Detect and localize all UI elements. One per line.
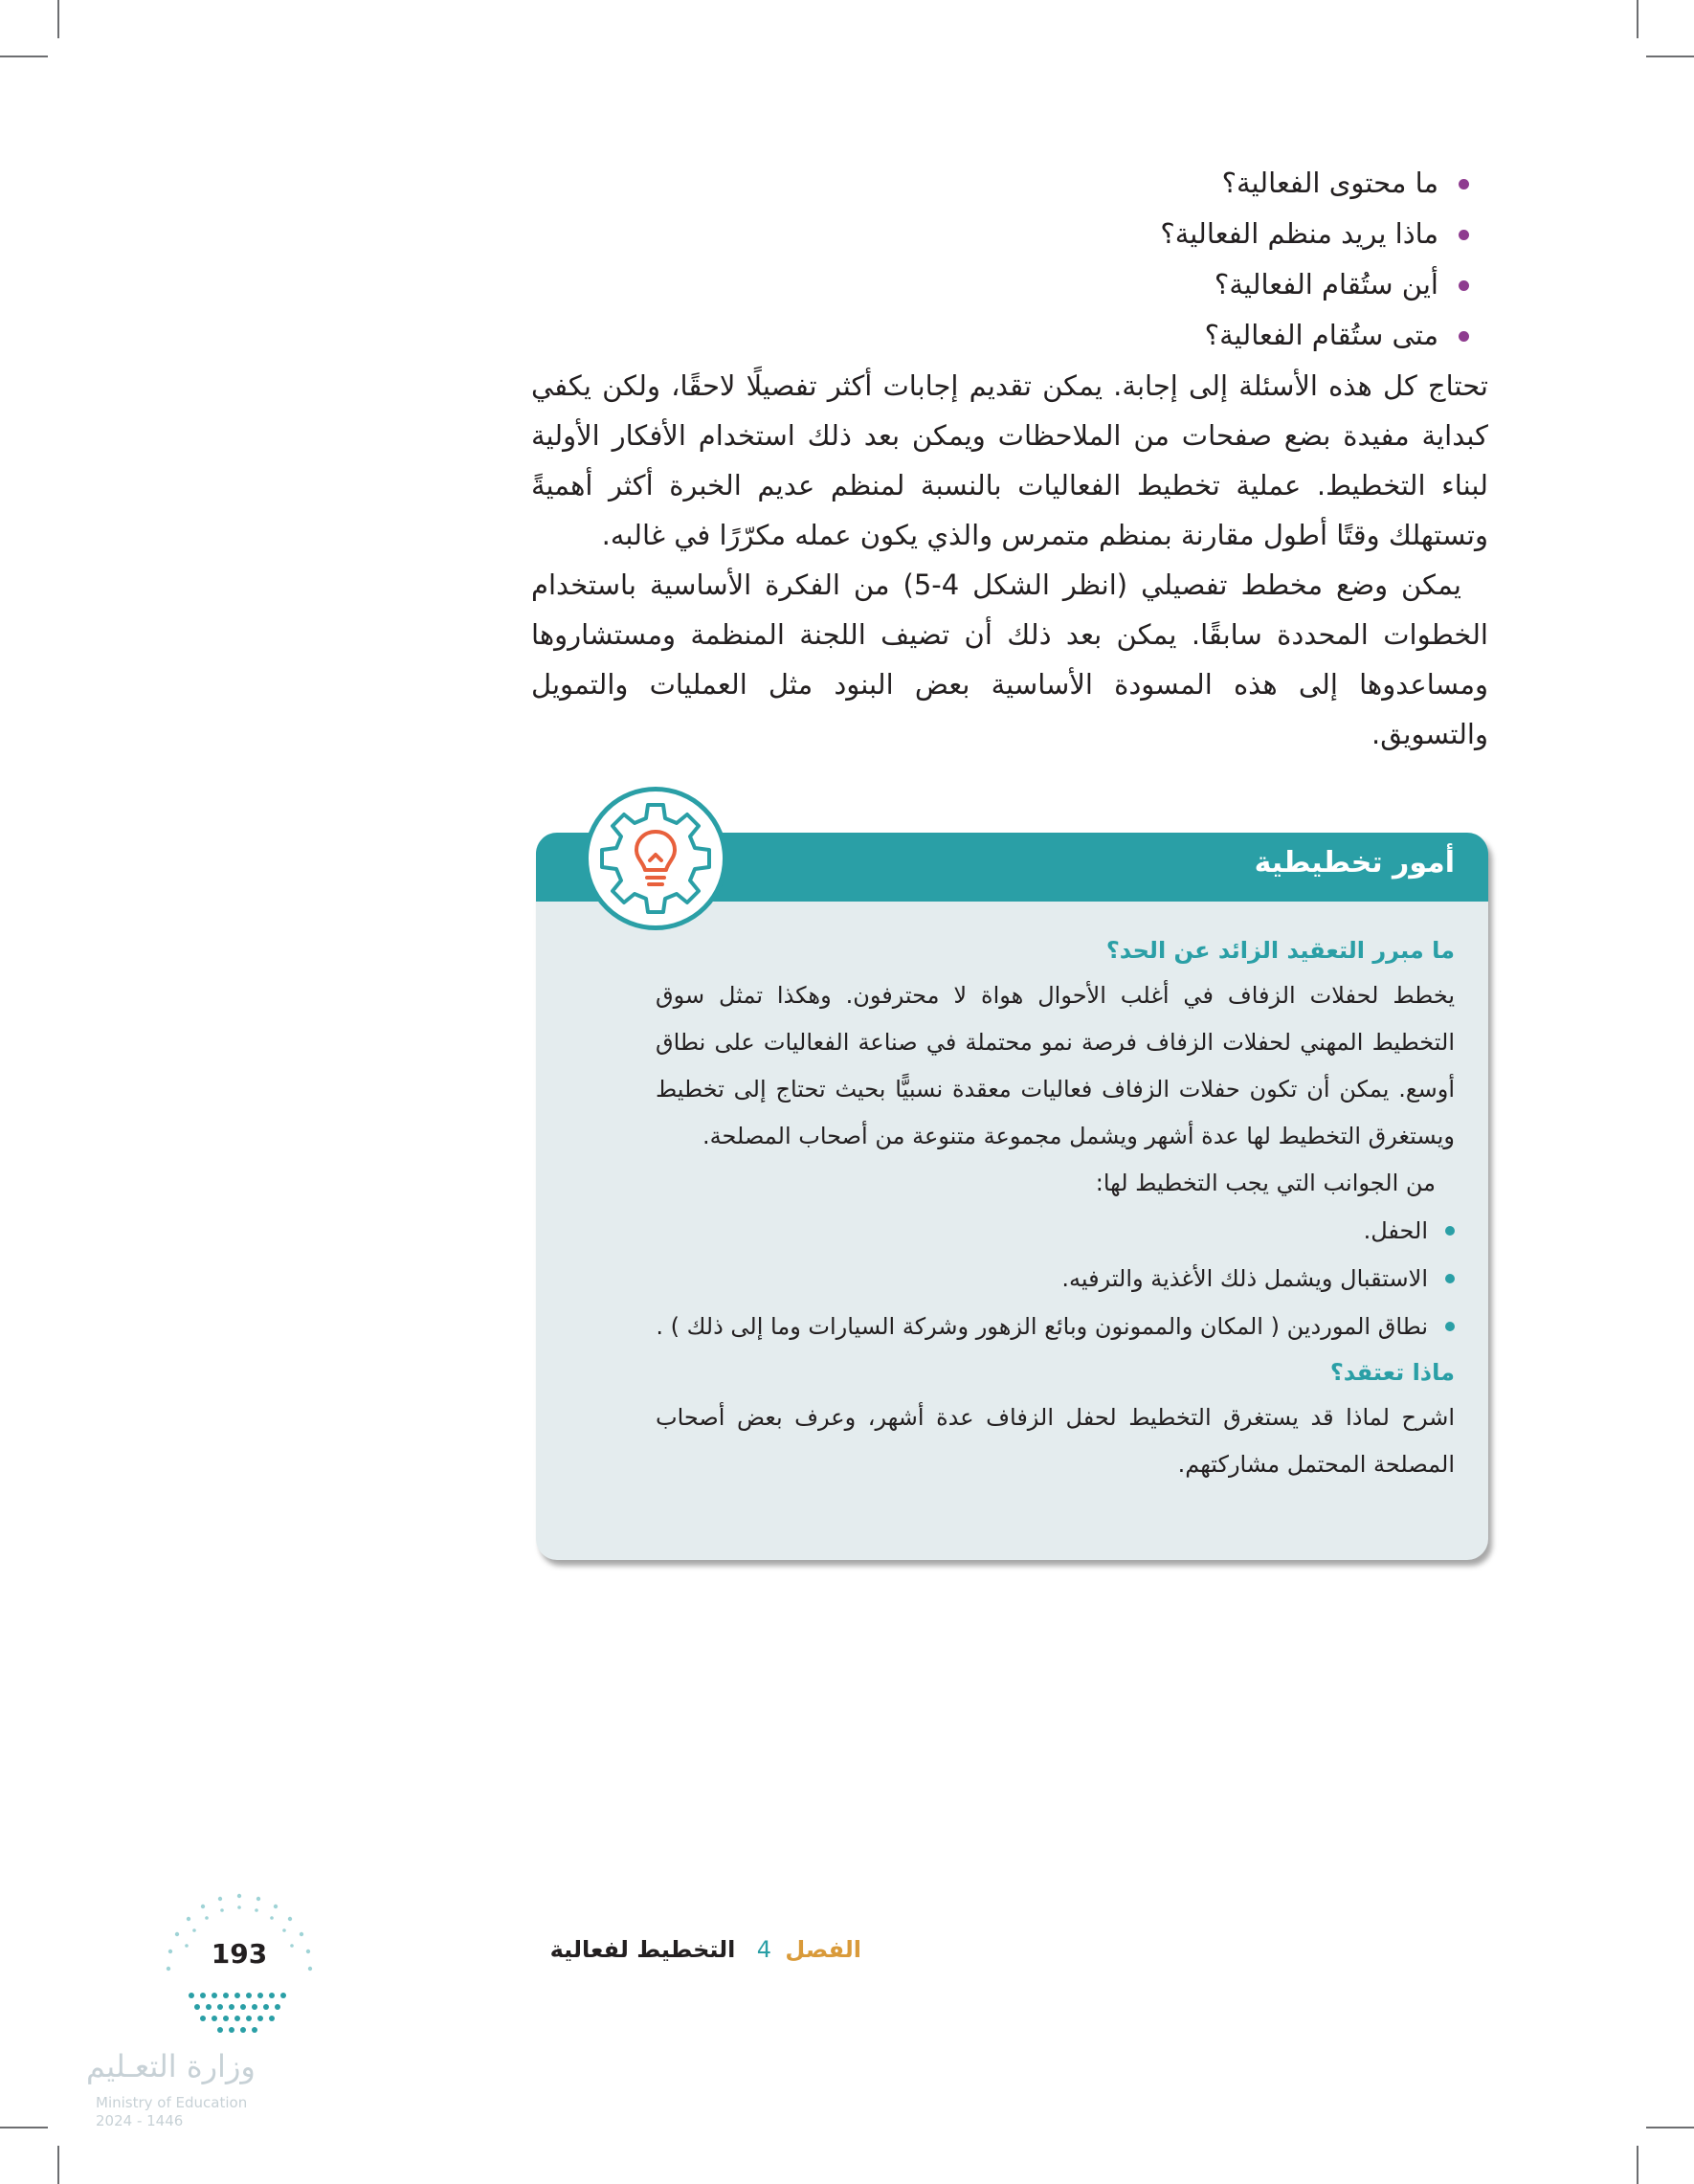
callout-paragraph: يخطط لحفلات الزفاف في أغلب الأحوال هواة لا محترفون. وهكذا تمثل سوق التخطيط المهني لحفلات الزفاف فرصة نمو محتملة في صناعة الفعاليات على نطاق أوسع. يمكن أن تكون حفلات الزفاف فعاليات معقدة نسبيًّا بحيث تحتاج إلى تخطيط ويستغرق التخطيط لها عدة أشهر ويشمل مجموعة متنوعة من أصحاب المصلحة. bbox=[656, 982, 1455, 1149]
edition-year: 2024 - 1446 bbox=[96, 2112, 184, 2129]
chapter-number: 4 bbox=[756, 1936, 772, 1963]
list-item: ماذا يريد منظم الفعالية؟ bbox=[531, 209, 1469, 259]
crop-mark bbox=[1646, 56, 1694, 57]
bullet-icon bbox=[1459, 230, 1469, 240]
paragraph-outline: يمكن وضع مخطط تفصيلي (انظر الشكل 4-5) من الفكرة الأساسية باستخدام الخطوات المحددة سابقًا. يمكن بعد ذلك أن تضيف اللجنة المنظمة ومستشاروها ومساعدوها إلى هذه المسودة الأساسية بعض البنود مثل العمليات والتمويل والتسويق. bbox=[531, 568, 1488, 750]
planning-callout-box bbox=[536, 833, 1488, 1560]
callout-task: اشرح لماذا قد يستغرق التخطيط لحفل الزفاف عدة أشهر، وعرف بعض أصحاب المصلحة المحتمل مشاركتهم. bbox=[656, 1404, 1455, 1478]
list-item: ما محتوى الفعالية؟ bbox=[531, 158, 1469, 209]
planning-aspects-list bbox=[584, 1207, 1455, 1350]
crop-mark bbox=[1646, 2127, 1694, 2128]
crop-mark bbox=[57, 2146, 59, 2184]
callout-title: أمور تخطيطية bbox=[1254, 846, 1455, 880]
chapter-title: التخطيط لفعالية bbox=[549, 1936, 736, 1963]
bullet-icon bbox=[1459, 179, 1469, 189]
bullet-icon bbox=[1459, 331, 1469, 342]
main-text-column bbox=[531, 158, 1488, 759]
bullet-icon bbox=[1445, 1274, 1455, 1283]
questions-list bbox=[531, 158, 1488, 361]
bullet-icon bbox=[1445, 1322, 1455, 1331]
callout-think-heading: ماذا تعتقد؟ bbox=[1329, 1359, 1455, 1386]
gear-lightbulb-icon bbox=[584, 787, 727, 930]
ministry-name-arabic: وزارة التعـليم bbox=[86, 2048, 256, 2084]
crop-mark bbox=[0, 56, 48, 57]
page-number: 193 bbox=[211, 1938, 268, 1970]
bullet-icon bbox=[1445, 1226, 1455, 1236]
crop-mark bbox=[0, 2127, 48, 2128]
ministry-name-english: Ministry of Education bbox=[96, 2094, 248, 2111]
crop-mark bbox=[57, 0, 59, 38]
paragraph-intro: تحتاج كل هذه الأسئلة إلى إجابة. يمكن تقديم إجابات أكثر تفصيلًا لاحقًا، ولكن يكفي كبداية مفيدة بضع صفحات من الملاحظات ويمكن بعد ذلك استخدام الأفكار الأولية لبناء التخطيط. عملية تخطيط الفعاليات بالنسبة لمنظم عديم الخبرة أكثر أهميةً وتستهلك وقتًا أطول مقارنة بمنظم متمرس والذي يكون عمله مكرّرًا في غالبه. bbox=[531, 369, 1488, 551]
chapter-footer bbox=[550, 1936, 861, 1963]
list-item: أين ستُقام الفعالية؟ bbox=[531, 259, 1469, 310]
bullet-icon bbox=[1459, 280, 1469, 291]
crop-mark bbox=[1637, 2146, 1638, 2184]
list-item: نطاق الموردين ( المكان والممونون وبائع الزهور وشركة السيارات وما إلى ذلك ) . bbox=[584, 1303, 1455, 1350]
list-item: الحفل. bbox=[584, 1207, 1455, 1255]
callout-body bbox=[584, 928, 1455, 1488]
callout-list-intro: من الجوانب التي يجب التخطيط لها: bbox=[1095, 1170, 1436, 1196]
list-item: الاستقبال ويشمل ذلك الأغذية والترفيه. bbox=[584, 1255, 1455, 1303]
list-item: متى ستُقام الفعالية؟ bbox=[531, 310, 1469, 361]
callout-question-heading: ما مبرر التعقيد الزائد عن الحد؟ bbox=[1105, 937, 1455, 964]
crop-mark bbox=[1637, 0, 1638, 38]
chapter-label: الفصل bbox=[785, 1936, 861, 1963]
